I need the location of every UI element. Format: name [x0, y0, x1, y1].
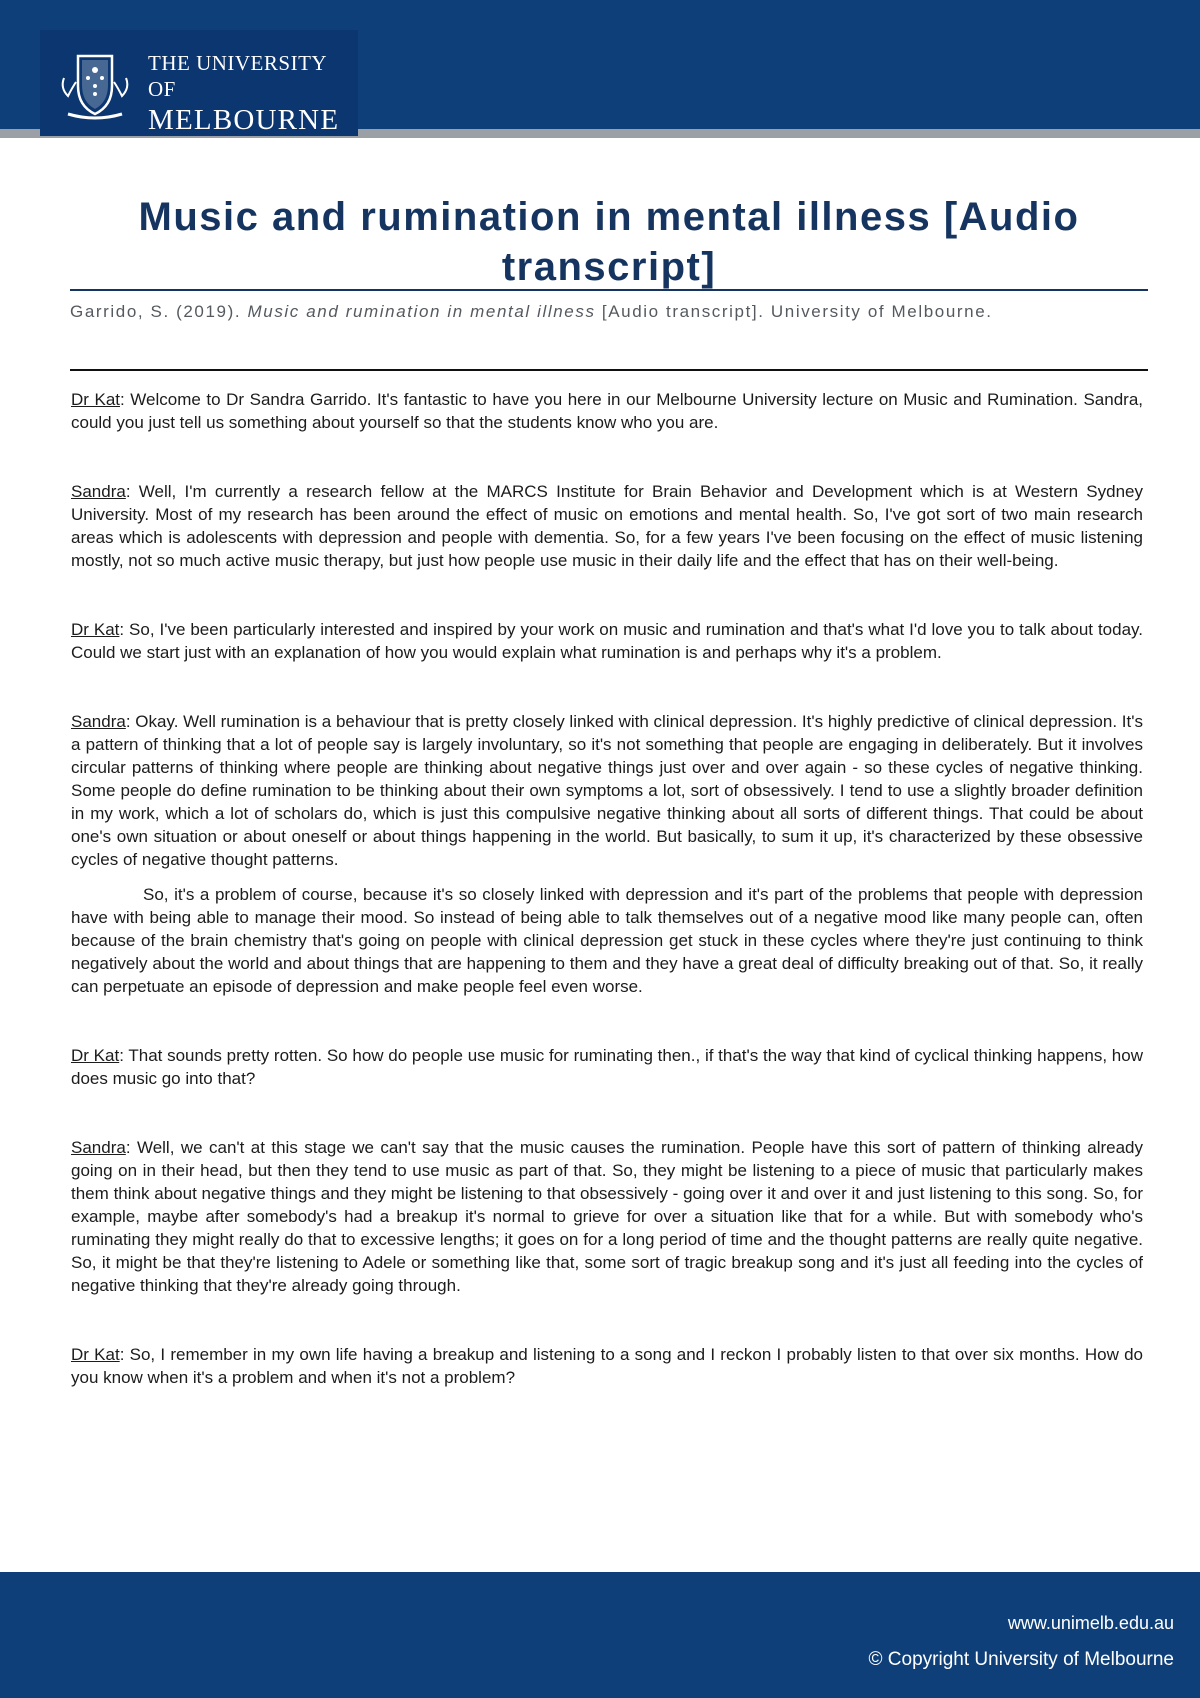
transcript-paragraph: [71, 1136, 1143, 1297]
title-divider: [70, 289, 1148, 291]
paragraph-text: : So, I've been particularly interested and inspired by your work on music and rumination and that's what I'd love you to talk about today. Could we start just with an explanation of how you would explain what rumination is and perhaps why it's a problem.: [71, 620, 1143, 662]
transcript-paragraph: [71, 1343, 1143, 1389]
transcript-paragraph: [71, 618, 1143, 664]
citation: [70, 300, 1148, 324]
logo-line-bottom: MELBOURNE: [148, 104, 340, 136]
transcript-paragraph: [71, 388, 1143, 434]
paragraph-text: : So, I remember in my own life having a breakup and listening to a song and I reckon I probably listen to that over six months. How do you know when it's a problem and when it's not a problem?: [71, 1345, 1143, 1387]
speaker-label: Dr Kat: [71, 1046, 120, 1065]
transcript-body: [71, 388, 1143, 1435]
citation-italic-title: Music and rumination in mental illness: [247, 302, 596, 321]
paragraph-text: : Well, we can't at this stage we can't say that the music causes the rumination. People have this sort of pattern of thinking already going on in their head, but then they tend to use music as part of that. So, they might be listening to a piece of music that particularly makes them think about negative things and they might be listening to that obsessively - going over it and over it and just listening to this song. So, for example, maybe after somebody's had a breakup it's normal to grieve for over a situation like that for a while. But with somebody who's ruminating they might really do that to excessive lengths; it goes on for a long period of time and the thought patterns are really quite negative. So, it might be that they're listening to Adele or something like that, some sort of tragic breakup song and it's just all feeding into the cycles of negative thinking that they're already going through.: [71, 1138, 1143, 1295]
transcript-paragraph: [71, 480, 1143, 572]
footer-banner: [0, 1572, 1200, 1698]
citation-prefix: Garrido, S. (2019).: [70, 302, 248, 321]
speaker-label: Dr Kat: [71, 390, 121, 409]
transcript-paragraph: [71, 1044, 1143, 1090]
speaker-label: Dr Kat: [71, 620, 120, 639]
university-crest-icon: [58, 48, 132, 122]
speaker-label: Dr Kat: [71, 1345, 120, 1364]
paragraph-text: So, it's a problem of course, because it's so closely linked with depression and it's part of the problems that people with depression have with being able to manage their mood. So instead of being able to talk themselves out of a negative mood like many people can, often because of the brain chemistry that's going on people with clinical depression get stuck in these cycles where they're just continuing to think negatively about the world and about things that are happening to them and they have a great deal of difficulty breaking out of that. So, it really can perpetuate an episode of depression and make people feel even worse.: [71, 885, 1143, 996]
footer-copyright: © Copyright University of Melbourne: [868, 1649, 1174, 1670]
paragraph-text: : Welcome to Dr Sandra Garrido. It's fantastic to have you here in our Melbourne University lecture on Music and Rumination. Sandra, could you just tell us something about yourself so that the students know who you are.: [71, 390, 1143, 432]
paragraph-text: : That sounds pretty rotten. So how do people use music for ruminating then., if that's the way that kind of cyclical thinking happens, how does music go into that?: [71, 1046, 1143, 1088]
speaker-label: Sandra: [71, 482, 126, 501]
transcript-paragraph: [71, 710, 1143, 871]
university-logo[interactable]: [40, 30, 358, 136]
footer-website-link[interactable]: www.unimelb.edu.au: [1007, 1613, 1174, 1633]
paragraph-text: : Okay. Well rumination is a behaviour that is pretty closely linked with clinical depression. It's highly predictive of clinical depression. It's a pattern of thinking that a lot of people say is largely involuntary, so it's not something that people are engaging in deliberately. But it involves circular patterns of thinking where people are thinking about negative things just over and over again - so these cycles of negative thinking. Some people do define rumination to be thinking about their own symptoms a lot, sort of obsessively. I tend to use a slightly broader definition in my work, which a lot of scholars do, which is just this compulsive negative thinking about all sorts of different things. That could be about one's own situation or about oneself or about things happening in the world. But basically, to sum it up, it's characterized by these obsessive cycles of negative thought patterns.: [71, 712, 1143, 869]
section-divider: [70, 369, 1148, 371]
header-banner: [0, 0, 1200, 138]
speaker-label: Sandra: [71, 712, 126, 731]
logo-line-top: THE UNIVERSITY OF: [148, 51, 327, 101]
paragraph-text: : Well, I'm currently a research fellow at the MARCS Institute for Brain Behavior and Development which is at Western Sydney University. Most of my research has been around the effect of music on emotions and mental health. So, I've got sort of two main research areas which is adolescents with depression and people with dementia. So, for a few years I've been focusing on the effect of music listening mostly, not so much active music therapy, but just how people use music in their daily life and the effect that has on their well-being.: [71, 482, 1143, 570]
logo-wordmark: [148, 50, 358, 138]
page-title: Music and rumination in mental illness [Audio transcript]: [138, 195, 1080, 289]
citation-suffix: [Audio transcript]. University of Melbourne.: [595, 302, 993, 321]
speaker-label: Sandra: [71, 1138, 126, 1157]
transcript-paragraph-continued: [71, 883, 1143, 998]
